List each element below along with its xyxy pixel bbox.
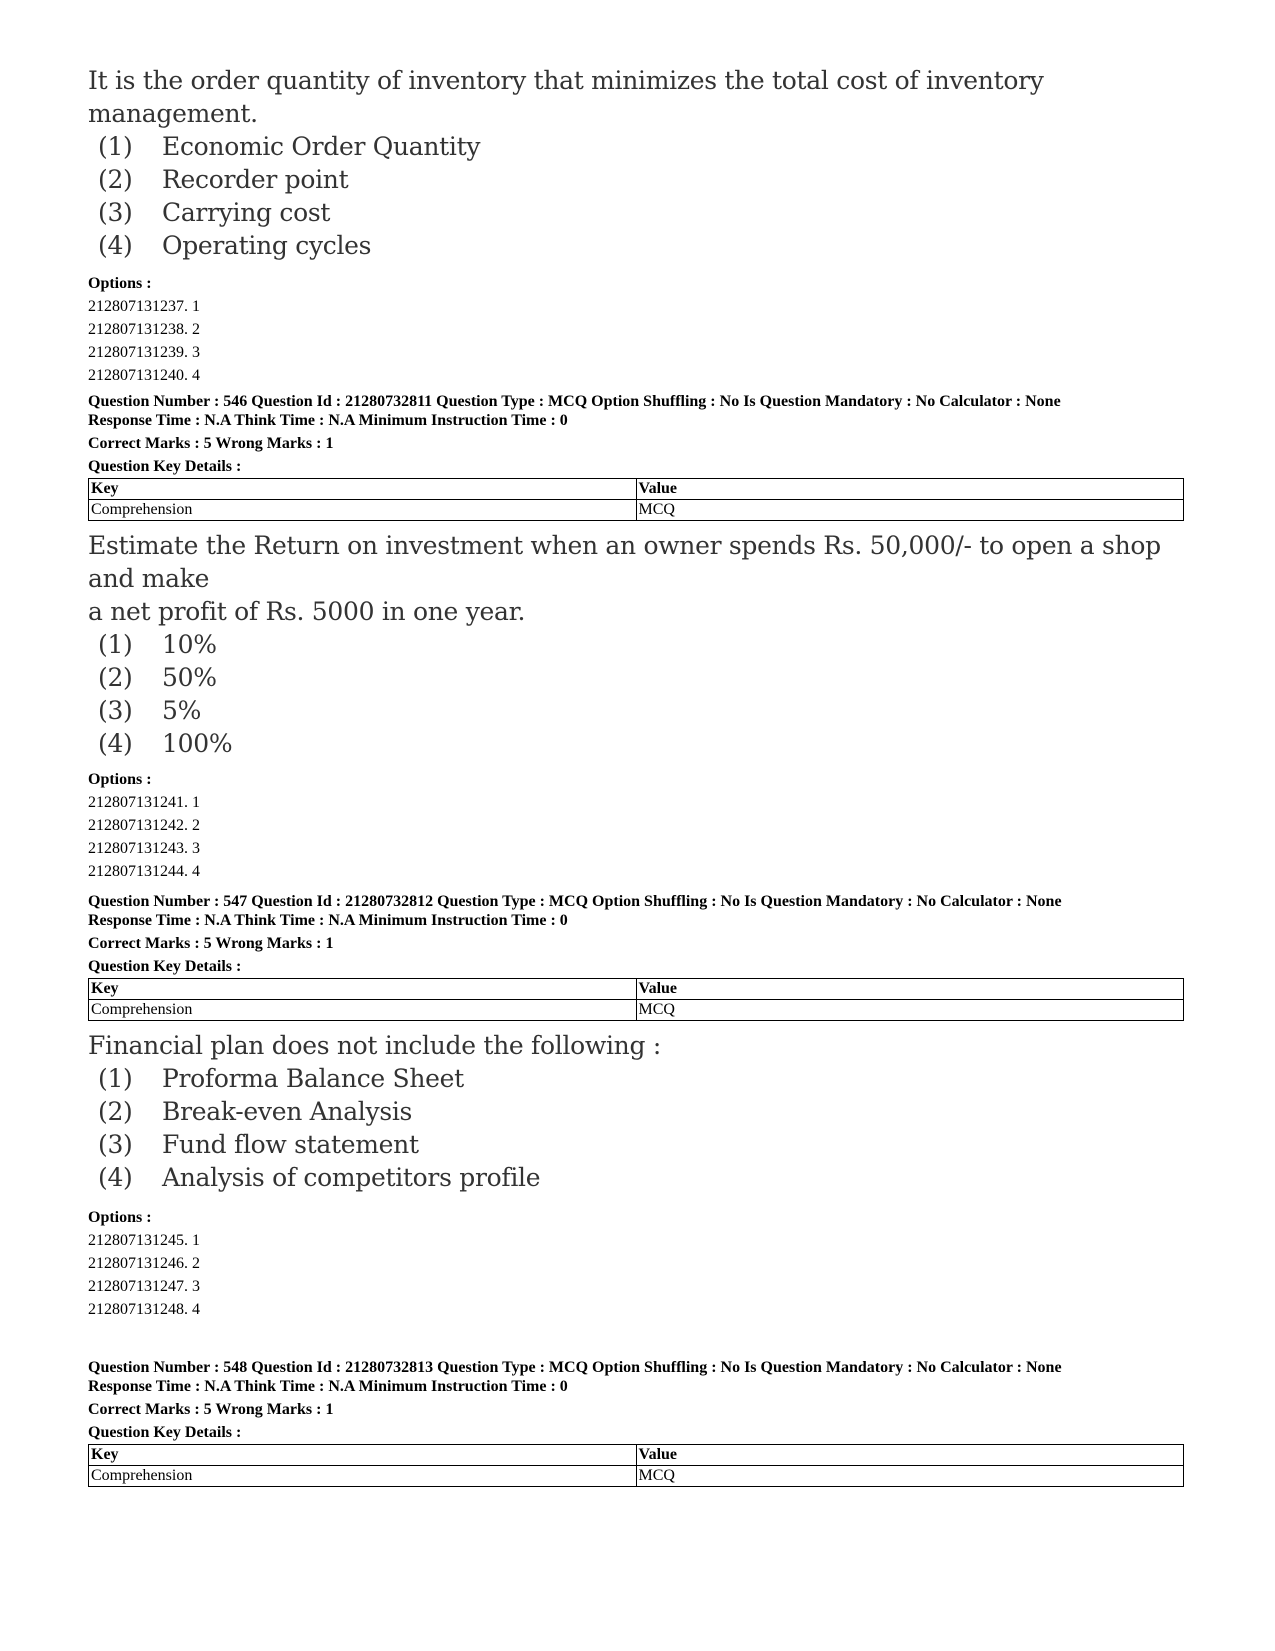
table-header-key: Key — [89, 979, 637, 1000]
key-value-table — [88, 978, 1184, 1021]
table-cell-value: MCQ — [636, 1466, 1184, 1487]
table-row — [89, 1466, 1184, 1487]
option-item: 212807131238. 2 — [88, 321, 200, 338]
key-value-table — [88, 1444, 1184, 1487]
choice — [88, 163, 1188, 196]
meta-line: Response Time : N.A Think Time : N.A Minimum Instruction Time : 0 — [88, 912, 568, 929]
table-header-key: Key — [89, 1445, 637, 1466]
table-header-value: Value — [636, 1445, 1184, 1466]
meta-line: Response Time : N.A Think Time : N.A Minimum Instruction Time : 0 — [88, 412, 568, 429]
choice — [88, 1161, 1188, 1194]
options-list — [88, 768, 1188, 883]
choice-text: Recorder point — [162, 165, 349, 194]
question-meta — [88, 392, 1188, 430]
options-label: Options : — [88, 1209, 152, 1226]
marks-line: Correct Marks : 5 Wrong Marks : 1 — [88, 935, 334, 952]
question-text-line: a net profit of Rs. 5000 in one year. — [88, 597, 526, 626]
question-text — [88, 529, 1188, 760]
choice-number: (1) — [98, 630, 133, 659]
question-548 — [88, 1358, 1188, 1487]
options-label: Options : — [88, 275, 152, 292]
choice-text: 100% — [162, 729, 233, 758]
table-cell-key: Comprehension — [89, 1000, 637, 1021]
choice-number: (4) — [98, 729, 133, 758]
question-text-line: Financial plan does not include the following : — [88, 1031, 661, 1060]
choice — [88, 1128, 1188, 1161]
marks-line: Correct Marks : 5 Wrong Marks : 1 — [88, 1401, 334, 1418]
meta-line: Question Number : 548 Question Id : 21280732813 Question Type : MCQ Option Shuffling : No Is Question Mandatory : No Calculator : None — [88, 1359, 1062, 1376]
options-label: Options : — [88, 771, 152, 788]
choice — [88, 694, 1188, 727]
table-cell-value: MCQ — [636, 500, 1184, 521]
table-header-row — [89, 1445, 1184, 1466]
choice-number: (4) — [98, 1163, 133, 1192]
table-header-key: Key — [89, 479, 637, 500]
marks-line: Correct Marks : 5 Wrong Marks : 1 — [88, 435, 334, 452]
table-row — [89, 1000, 1184, 1021]
choice-text: Operating cycles — [162, 231, 372, 260]
choice-text: Proforma Balance Sheet — [162, 1064, 464, 1093]
choice — [88, 1095, 1188, 1128]
table-row — [89, 500, 1184, 521]
option-item: 212807131242. 2 — [88, 817, 200, 834]
choice — [88, 196, 1188, 229]
option-item: 212807131237. 1 — [88, 298, 200, 315]
table-cell-key: Comprehension — [89, 500, 637, 521]
option-item: 212807131240. 4 — [88, 367, 200, 384]
option-item: 212807131244. 4 — [88, 863, 200, 880]
choice-text: Break-even Analysis — [162, 1097, 413, 1126]
choice-text: Carrying cost — [162, 198, 331, 227]
choice — [88, 1062, 1188, 1095]
question-text — [88, 1029, 1188, 1194]
option-item: 212807131247. 3 — [88, 1278, 200, 1295]
choice-number: (2) — [98, 1097, 133, 1126]
choice — [88, 727, 1188, 760]
key-value-table — [88, 478, 1184, 521]
options-list — [88, 272, 1188, 387]
option-item: 212807131248. 4 — [88, 1301, 200, 1318]
meta-line: Question Number : 547 Question Id : 21280732812 Question Type : MCQ Option Shuffling : No Is Question Mandatory : No Calculator : None — [88, 893, 1062, 910]
choice-number: (3) — [98, 198, 133, 227]
question-text-line: It is the order quantity of inventory that minimizes the total cost of inventory management. — [88, 66, 1044, 128]
choice — [88, 229, 1188, 262]
question-546 — [88, 392, 1188, 883]
option-item: 212807131239. 3 — [88, 344, 200, 361]
question-prev — [88, 64, 1188, 387]
choice — [88, 661, 1188, 694]
choice-text: Analysis of competitors profile — [162, 1163, 541, 1192]
key-details-label: Question Key Details : — [88, 958, 242, 975]
choice-number: (3) — [98, 1130, 133, 1159]
question-text — [88, 64, 1188, 262]
choice-number: (2) — [98, 165, 133, 194]
table-header-value: Value — [636, 479, 1184, 500]
question-text-line: Estimate the Return on investment when an owner spends Rs. 50,000/- to open a shop and make — [88, 531, 1161, 593]
option-item: 212807131246. 2 — [88, 1255, 200, 1272]
choice — [88, 628, 1188, 661]
table-header-row — [89, 479, 1184, 500]
choice-number: (1) — [98, 1064, 133, 1093]
choice-text: 50% — [162, 663, 217, 692]
meta-line: Response Time : N.A Think Time : N.A Minimum Instruction Time : 0 — [88, 1378, 568, 1395]
meta-line: Question Number : 546 Question Id : 21280732811 Question Type : MCQ Option Shuffling : No Is Question Mandatory : No Calculator : None — [88, 393, 1061, 410]
table-cell-value: MCQ — [636, 1000, 1184, 1021]
key-details-label: Question Key Details : — [88, 458, 242, 475]
choice-text: Economic Order Quantity — [162, 132, 481, 161]
question-547 — [88, 892, 1188, 1321]
options-list — [88, 1206, 1188, 1321]
table-header-value: Value — [636, 979, 1184, 1000]
table-cell-key: Comprehension — [89, 1466, 637, 1487]
key-details-label: Question Key Details : — [88, 1424, 242, 1441]
question-meta — [88, 1358, 1188, 1396]
choice-text: 5% — [162, 696, 202, 725]
choice — [88, 130, 1188, 163]
choice-text: Fund flow statement — [162, 1130, 419, 1159]
option-item: 212807131243. 3 — [88, 840, 200, 857]
choice-number: (3) — [98, 696, 133, 725]
choice-number: (2) — [98, 663, 133, 692]
choice-number: (4) — [98, 231, 133, 260]
choice-number: (1) — [98, 132, 133, 161]
choice-text: 10% — [162, 630, 217, 659]
option-item: 212807131245. 1 — [88, 1232, 200, 1249]
question-meta — [88, 892, 1188, 930]
table-header-row — [89, 979, 1184, 1000]
option-item: 212807131241. 1 — [88, 794, 200, 811]
